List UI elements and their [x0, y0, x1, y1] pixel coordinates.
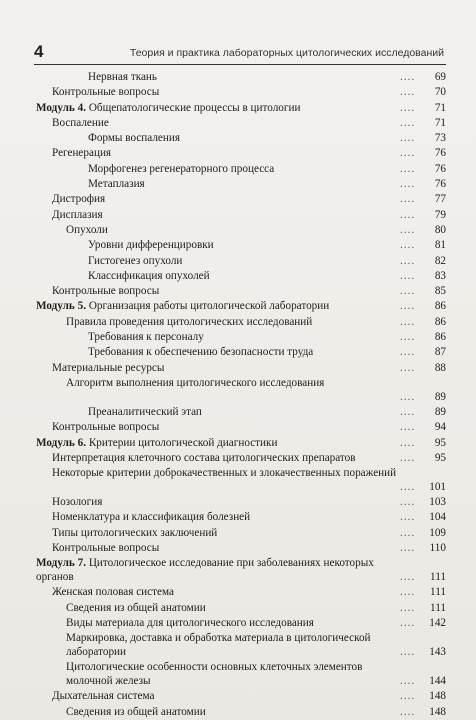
toc-entry-title [52, 466, 398, 480]
toc-entry-text: Дыхательная система [52, 690, 155, 703]
dot-leader: .... [400, 71, 416, 83]
dot-leader: .... [400, 571, 416, 584]
toc-entry-text: Нервная ткань [88, 71, 158, 83]
dot-leader: .... [400, 208, 416, 221]
dot-leader: .... [400, 586, 416, 599]
dot-leader: .... [400, 361, 416, 374]
toc-entry-page: 70 [434, 86, 446, 99]
toc-entry-page: 71 [434, 116, 446, 129]
dot-leader: .... [400, 147, 416, 160]
toc-entry-title [66, 631, 398, 659]
toc-entry [36, 208, 446, 223]
toc-entry-text: Нозология [52, 496, 103, 509]
toc-entry-text: Требования к обеспечению безопасности труда [88, 346, 314, 359]
toc-entry-page: 80 [434, 223, 446, 236]
toc-entry [36, 192, 446, 207]
toc-entry-title [88, 330, 398, 345]
dot-leader: .... [400, 511, 416, 524]
toc-entry-page: 87 [434, 346, 446, 359]
dot-leader: .... [400, 254, 416, 267]
toc-entry [36, 315, 446, 330]
toc-entry [36, 361, 446, 376]
toc-entry [36, 146, 446, 161]
toc-entry-title [88, 405, 398, 420]
dot-leader: .... [400, 331, 416, 344]
toc-entry-page: 109 [429, 526, 446, 539]
toc-entry-title [36, 101, 398, 116]
dot-leader: .... [400, 526, 416, 539]
dot-leader: .... [400, 542, 416, 555]
dot-leader: .... [400, 496, 416, 509]
toc-entry-title [52, 451, 398, 466]
toc-entry [36, 70, 446, 85]
toc-entry-page: 144 [429, 675, 446, 688]
toc-entry [36, 601, 446, 616]
toc-entry-text: Опухоли [66, 223, 108, 236]
toc-entry [36, 510, 446, 525]
dot-leader: .... [400, 436, 416, 449]
page-header [34, 42, 444, 64]
toc-entry-page: 76 [434, 147, 446, 160]
toc-entry-page: 95 [434, 451, 446, 464]
toc-entry-title [52, 146, 398, 161]
toc-entry-title [88, 131, 398, 146]
toc-entry-text: Материальные ресурсы [52, 361, 165, 374]
toc-entry-page: 86 [434, 331, 446, 344]
toc-entry-text: Контрольные вопросы [52, 421, 160, 434]
toc-entry-page: 76 [434, 162, 446, 175]
toc-entry-text: Организация работы цитологической лаборатории [88, 300, 330, 313]
toc-entry-title [52, 208, 398, 223]
toc-entry-title [52, 526, 398, 541]
dot-leader: .... [400, 616, 416, 629]
dot-leader: .... [400, 481, 416, 494]
toc-entry [36, 284, 446, 299]
toc-entry [36, 101, 446, 116]
toc-entry-page: 85 [434, 285, 446, 298]
module-label: Модуль 6. [36, 436, 87, 449]
toc-entry-text: Правила проведения цитологических исследований [66, 315, 313, 328]
toc-entry-page: 76 [434, 178, 446, 191]
dot-leader: .... [400, 705, 416, 718]
toc-entry-page: 88 [434, 361, 446, 374]
toc-entry [36, 405, 446, 420]
toc-entry-page: 103 [429, 496, 446, 509]
toc-entry-title [52, 541, 398, 556]
toc-entry [36, 705, 446, 720]
dot-leader: .... [400, 451, 416, 464]
dot-leader: .... [400, 646, 416, 659]
toc-entry-text: Метаплазия [88, 178, 145, 191]
toc-entry [36, 223, 446, 238]
toc-entry-page: 89 [434, 405, 446, 418]
dot-leader: .... [400, 116, 416, 129]
toc-entry-page: 71 [434, 101, 446, 114]
toc-entry-page: 86 [434, 315, 446, 328]
toc-entry [36, 162, 446, 177]
toc-entry-title [52, 689, 398, 704]
header-rule [34, 64, 446, 65]
toc-entry [36, 541, 446, 556]
toc-entry-page: 148 [429, 705, 446, 718]
dot-leader: .... [400, 346, 416, 359]
toc-entry-text: Морфогенез регенераторного процесса [88, 162, 275, 175]
toc-entry-page: 142 [429, 616, 446, 629]
toc-entry-page: 89 [434, 390, 446, 403]
table-of-contents [36, 70, 446, 720]
toc-entry-text: Критерии цитологической диагностики [88, 436, 278, 449]
toc-entry-text: Сведения из общей анатомии [66, 601, 206, 614]
toc-entry [36, 660, 446, 689]
toc-entry-title [36, 436, 398, 451]
dot-leader: .... [400, 300, 416, 313]
toc-entry-text: Типы цитологических заключений [52, 526, 218, 539]
toc-entry-text: Воспаление [52, 116, 109, 129]
toc-entry [36, 466, 446, 495]
toc-entry-page: 111 [430, 571, 446, 584]
toc-entry-page: 79 [434, 208, 446, 221]
toc-entry-text: Формы воспаления [88, 132, 181, 145]
toc-entry [36, 85, 446, 100]
toc-entry-text: Преаналитический этап [88, 405, 202, 418]
running-head: Теория и практика лабораторных цитологических исследований [129, 47, 444, 59]
toc-entry-page: 69 [434, 71, 446, 83]
toc-entry-text: Алгоритм выполнения цитологического исследования [66, 376, 325, 389]
dot-leader: .... [400, 162, 416, 175]
toc-entry-text: Цитологическое исследование при заболеваниях некоторых органов [36, 557, 374, 584]
toc-entry-title [66, 376, 398, 390]
toc-entry [36, 585, 446, 600]
toc-entry-page: 111 [430, 601, 446, 614]
toc-entry-title [88, 254, 398, 269]
toc-entry-title [52, 116, 398, 131]
toc-entry-text: Дисплазия [52, 208, 103, 221]
toc-entry-text: Контрольные вопросы [52, 542, 160, 555]
toc-entry [36, 269, 446, 284]
toc-entry [36, 420, 446, 435]
toc-entry-title [66, 223, 398, 238]
toc-entry-text: Регенерация [52, 147, 112, 160]
dot-leader: .... [400, 405, 416, 418]
toc-entry-text: Контрольные вопросы [52, 285, 160, 298]
toc-entry-page: 81 [434, 239, 446, 252]
toc-entry [36, 299, 446, 314]
toc-entry [36, 451, 446, 466]
toc-entry [36, 254, 446, 269]
toc-entry-page: 148 [429, 690, 446, 703]
toc-entry-title [66, 315, 398, 330]
toc-entry-title [52, 495, 398, 510]
toc-entry-page: 110 [429, 542, 446, 555]
dot-leader: .... [400, 390, 416, 403]
toc-entry-text: Виды материала для цитологического исследования [66, 616, 314, 629]
toc-entry-title [36, 299, 398, 314]
toc-entry-title [52, 585, 398, 600]
toc-entry-title [66, 601, 398, 616]
toc-entry-text: Женская половая система [52, 586, 174, 599]
toc-entry-title [66, 705, 398, 720]
module-label: Модуль 5. [36, 300, 87, 313]
toc-entry-title [52, 510, 398, 525]
toc-entry [36, 631, 446, 660]
toc-entry-title [66, 616, 398, 631]
toc-entry-page: 101 [429, 481, 446, 494]
toc-entry-page: 83 [434, 269, 446, 282]
dot-leader: .... [400, 178, 416, 191]
dot-leader: .... [400, 601, 416, 614]
toc-entry-page: 95 [434, 436, 446, 449]
dot-leader: .... [400, 675, 416, 688]
toc-entry [36, 556, 446, 585]
toc-entry-title [52, 284, 398, 299]
toc-entry [36, 345, 446, 360]
dot-leader: .... [400, 132, 416, 145]
toc-entry-page: 143 [429, 646, 446, 659]
toc-entry-title [52, 85, 398, 100]
toc-entry [36, 177, 446, 192]
toc-entry-title [88, 269, 398, 284]
toc-entry-title [88, 70, 398, 85]
dot-leader: .... [400, 239, 416, 252]
toc-entry-text: Контрольные вопросы [52, 86, 160, 99]
toc-entry-page: 77 [434, 193, 446, 206]
toc-entry-title [52, 361, 398, 376]
toc-entry-title [52, 192, 398, 207]
toc-entry-text: Дистрофия [52, 193, 106, 206]
toc-entry-page: 104 [429, 511, 446, 524]
toc-entry [36, 616, 446, 631]
dot-leader: .... [400, 269, 416, 282]
dot-leader: .... [400, 690, 416, 703]
page-number: 4 [34, 42, 44, 61]
toc-entry-text: Маркировка, доставка и обработка материала в цитологической лаборатории [66, 632, 371, 659]
dot-leader: .... [400, 86, 416, 99]
toc-entry-text: Требования к персоналу [88, 331, 204, 344]
toc-entry [36, 376, 446, 405]
toc-entry-title [88, 345, 398, 360]
toc-entry [36, 330, 446, 345]
dot-leader: .... [400, 101, 416, 114]
toc-entry [36, 436, 446, 451]
toc-entry-page: 94 [434, 421, 446, 434]
dot-leader: .... [400, 315, 416, 328]
toc-entry-title [52, 420, 398, 435]
toc-entry-page: 73 [434, 132, 446, 145]
module-label: Модуль 4. [36, 101, 87, 114]
dot-leader: .... [400, 421, 416, 434]
toc-entry-text: Гистогенез опухоли [88, 254, 183, 267]
dot-leader: .... [400, 223, 416, 236]
dot-leader: .... [400, 285, 416, 298]
toc-entry [36, 495, 446, 510]
toc-entry [36, 116, 446, 131]
toc-entry-text: Общепатологические процессы в цитологии [88, 101, 301, 114]
toc-entry-title [66, 660, 398, 688]
toc-entry [36, 526, 446, 541]
toc-entry [36, 689, 446, 704]
toc-entry-text: Некоторые критерии доброкачественных и злокачественных поражений [52, 467, 397, 480]
toc-entry-text: Сведения из общей анатомии [66, 705, 206, 718]
toc-entry-text: Интерпретация клеточного состава цитологических препаратов [52, 451, 356, 464]
toc-entry-title [88, 238, 398, 253]
toc-entry-text: Классификация опухолей [88, 269, 210, 282]
toc-entry-title [88, 162, 398, 177]
toc-entry-page: 86 [434, 300, 446, 313]
toc-entry [36, 131, 446, 146]
toc-entry-text: Уровни дифференцировки [88, 239, 214, 252]
module-label: Модуль 7. [36, 557, 87, 570]
toc-entry-text: Цитологические особенности основных клеточных элементов молочной железы [66, 661, 363, 688]
toc-entry-page: 82 [434, 254, 446, 267]
toc-entry-title [88, 177, 398, 192]
dot-leader: .... [400, 193, 416, 206]
toc-entry-page: 111 [430, 586, 446, 599]
toc-entry-text: Номенклатура и классификация болезней [52, 511, 251, 524]
toc-entry [36, 238, 446, 253]
toc-entry-title [36, 556, 398, 584]
